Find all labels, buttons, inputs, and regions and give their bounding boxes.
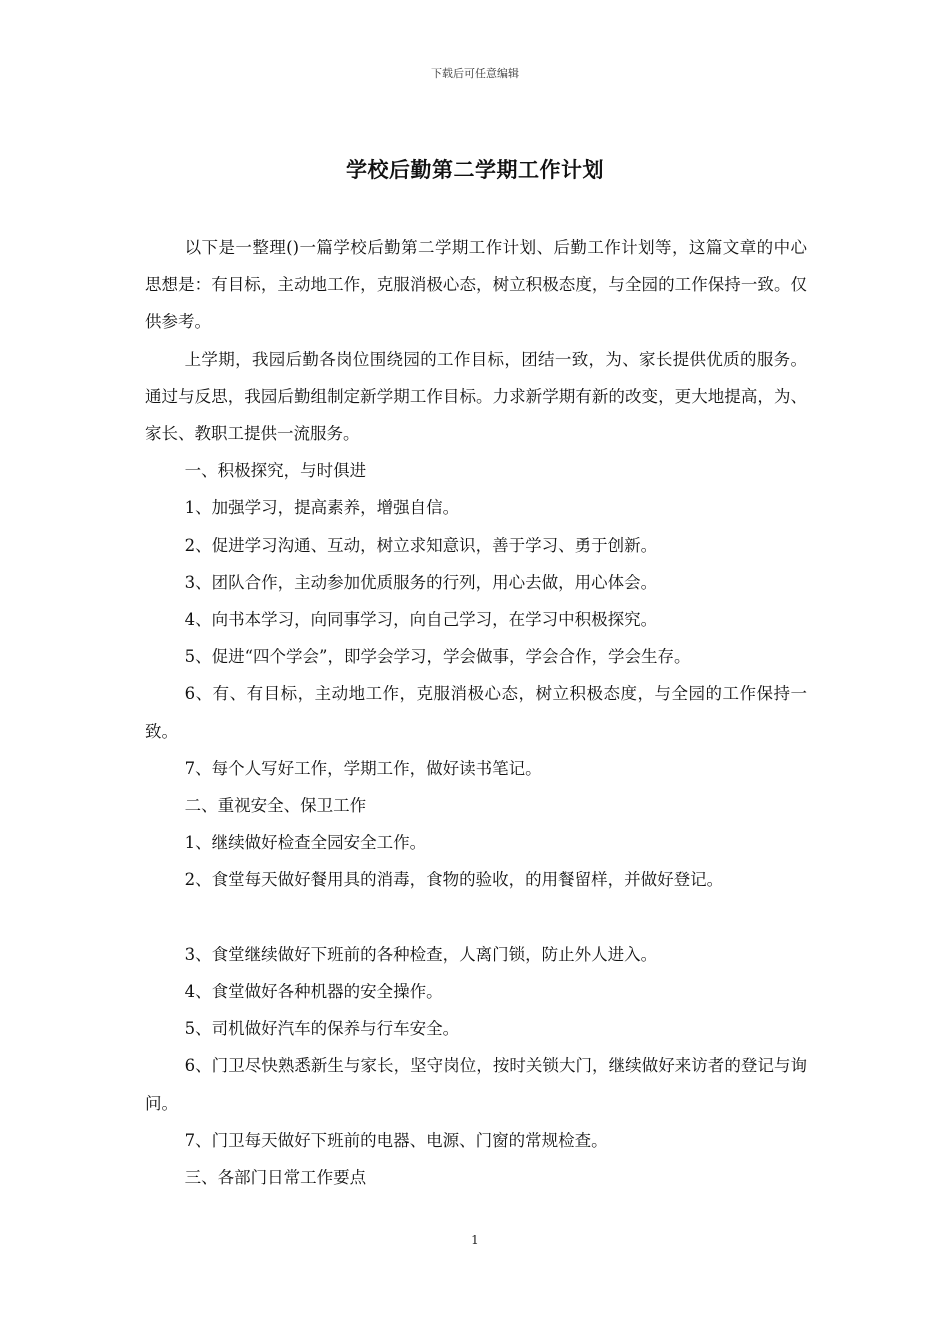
section-heading-3: 三、各部门日常工作要点	[184, 1168, 367, 1188]
page-header: 下载后可任意编辑	[431, 67, 519, 80]
list-item: 2、促进学习沟通、互动，树立求知意识，善于学习、勇于创新。	[184, 535, 658, 555]
list-item: 5、司机做好汽车的保养与行车安全。	[184, 1019, 460, 1039]
list-item: 7、每个人写好工作，学期工作，做好读书笔记。	[184, 758, 542, 778]
section-heading-1: 一、积极探究，与时俱进	[184, 461, 367, 481]
list-item: 5、促进“四个学会”，即学会学习，学会做事，学会合作，学会生存。	[184, 647, 691, 667]
blank-line	[145, 899, 807, 936]
list-item: 1、加强学习，提高素养，增强自信。	[184, 498, 460, 518]
page-number: 1	[471, 1233, 479, 1247]
list-item: 1、继续做好检查全园安全工作。	[184, 833, 427, 853]
list-item: 4、食堂做好各种机器的安全操作。	[184, 982, 443, 1002]
list-item: 6、有、有目标，主动地工作，克服消极心态，树立积极态度，与全园的工作保持一致。	[145, 684, 807, 741]
paragraph-intro: 以下是一整理()一篇学校后勤第二学期工作计划、后勤工作计划等，这篇文章的中心思想是：有目标，主动地工作，克服消极心态，树立积极态度，与全园的工作保持一致。仅供参考。	[145, 238, 807, 332]
list-item: 7、门卫每天做好下班前的电器、电源、门窗的常规检查。	[184, 1130, 608, 1150]
list-item: 2、食堂每天做好餐用具的消毒，食物的验收，的用餐留样，并做好登记。	[184, 870, 724, 890]
section-heading-2: 二、重视安全、保卫工作	[184, 796, 367, 816]
list-item: 4、向书本学习，向同事学习，向自己学习，在学习中积极探究。	[184, 610, 658, 630]
paragraph-background: 上学期，我园后勤各岗位围绕园的工作目标，团结一致，为、家长提供优质的服务。通过与反思，我园后勤组制定新学期工作目标。力求新学期有新的改变，更大地提高，为、家长、教职工提供一流服务。	[145, 349, 807, 444]
list-item: 6、门卫尽快熟悉新生与家长，坚守岗位，按时关锁大门，继续做好来访者的登记与询问。	[145, 1056, 807, 1113]
document-body	[145, 229, 807, 1196]
document-title: 学校后勤第二学期工作计划	[346, 157, 604, 182]
list-item: 3、团队合作，主动参加优质服务的行列，用心去做，用心体会。	[184, 572, 658, 592]
list-item: 3、食堂继续做好下班前的各种检查，人离门锁，防止外人进入。	[184, 944, 658, 964]
